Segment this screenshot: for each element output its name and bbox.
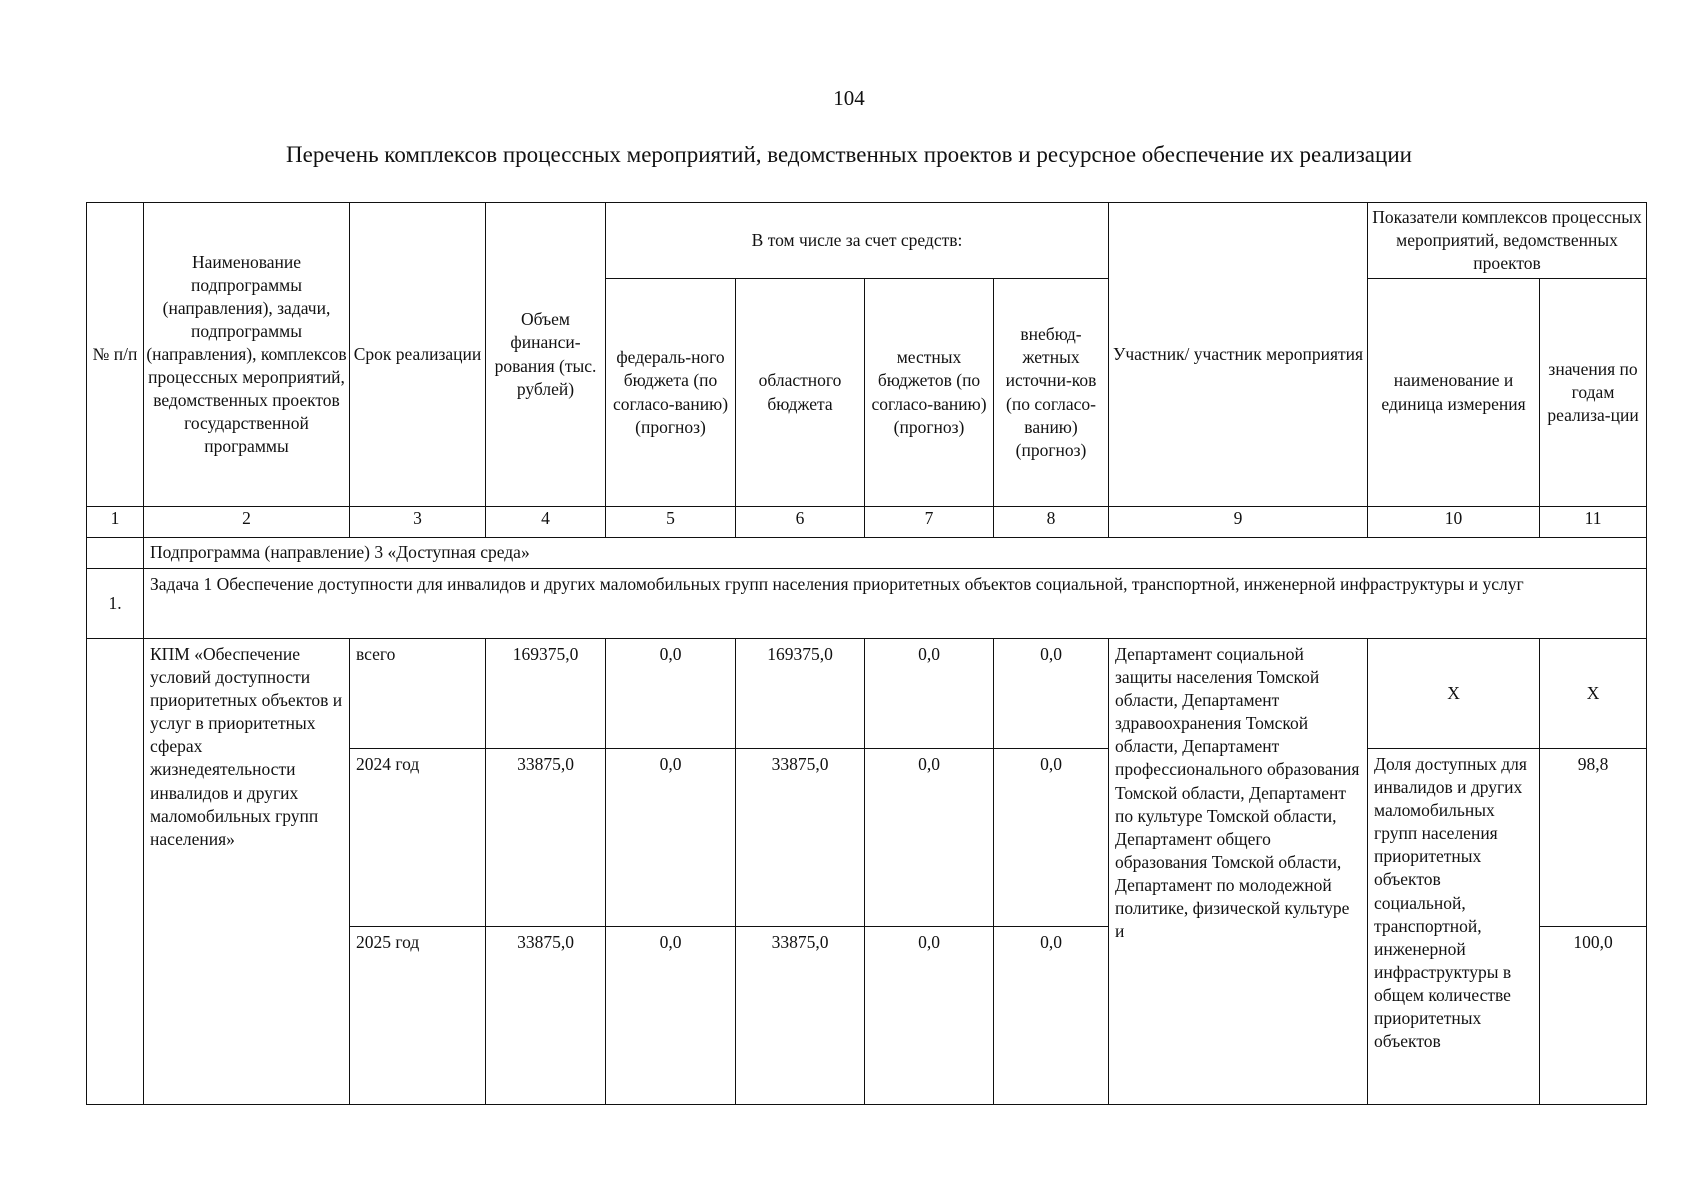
volume-cell: 169375,0 — [486, 639, 606, 749]
column-number: 10 — [1368, 507, 1540, 538]
term-cell: 2025 год — [350, 927, 486, 1105]
local-cell: 0,0 — [865, 927, 994, 1105]
volume-cell: 33875,0 — [486, 927, 606, 1105]
indicator-name-cell: Доля доступных для инвалидов и других маломобильных групп населения приоритетных объектов социальной, транспортной, инженерной инфраструктуры в общем количестве приоритетных объектов — [1368, 749, 1540, 1105]
extra-cell: 0,0 — [994, 749, 1109, 927]
page-title: Перечень комплексов процессных мероприятий, ведомственных проектов и ресурсное обеспечение их реализации — [286, 142, 1412, 167]
column-number: 6 — [736, 507, 865, 538]
column-number: 8 — [994, 507, 1109, 538]
federal-cell: 0,0 — [606, 749, 736, 927]
column-number: 3 — [350, 507, 486, 538]
column-number: 4 — [486, 507, 606, 538]
term-cell: всего — [350, 639, 486, 749]
header-ind-name: наименование и единица измерения — [1368, 279, 1540, 507]
indicator-value-cell: 98,8 — [1540, 749, 1647, 927]
header-local: местных бюджетов (по согласо-ванию) (прогноз) — [865, 279, 994, 507]
participant-cell: Департамент социальной защиты населения Томской области, Департамент здравоохранения Томской области, Департамент профессионального образования Томской области, Департамент по культуре Томской области, Департамент общего образования Томской области, Департамент по молодежной политике, физической культуре и — [1109, 639, 1368, 1105]
indicator-name-cell: Х — [1368, 639, 1540, 749]
column-number: 11 — [1540, 507, 1647, 538]
column-number: 7 — [865, 507, 994, 538]
kpm-name: КПМ «Обеспечение условий доступности приоритетных объектов и услуг в приоритетных сферах жизнедеятельности инвалидов и других маломобильных групп населения» — [144, 639, 350, 1105]
task-number: 1. — [87, 569, 144, 639]
federal-cell: 0,0 — [606, 927, 736, 1105]
header-federal: федераль-ного бюджета (по согласо-ванию) (прогноз) — [606, 279, 736, 507]
local-cell: 0,0 — [865, 639, 994, 749]
page-number: 104 — [833, 86, 865, 110]
table-row — [87, 639, 1647, 749]
local-cell: 0,0 — [865, 749, 994, 927]
header-name: Наименование подпрограммы (направления), задачи, подпрограммы (направления), комплексов процессных мероприятий, ведомственных проектов государственной программы — [144, 203, 350, 507]
header-including: В том числе за счет средств: — [606, 203, 1109, 279]
indicator-value-cell: 100,0 — [1540, 927, 1647, 1105]
header-num: № п/п — [87, 203, 144, 507]
task-text: Задача 1 Обеспечение доступности для инвалидов и других маломобильных групп населения приоритетных объектов социальной, транспортной, инженерной инфраструктуры и услуг — [144, 569, 1647, 639]
regional-cell: 33875,0 — [736, 749, 865, 927]
column-number: 5 — [606, 507, 736, 538]
subprogram-title: Подпрограмма (направление) 3 «Доступная среда» — [144, 538, 1647, 569]
header-ind-values: значения по годам реализа-ции — [1540, 279, 1647, 507]
regional-cell: 169375,0 — [736, 639, 865, 749]
funding-table — [86, 202, 1647, 1105]
federal-cell: 0,0 — [606, 639, 736, 749]
column-number: 9 — [1109, 507, 1368, 538]
header-extra: внебюд-жетных источни-ков (по согласо-ванию) (прогноз) — [994, 279, 1109, 507]
header-regional: областного бюджета — [736, 279, 865, 507]
header-participant: Участник/ участник мероприятия — [1109, 203, 1368, 507]
extra-cell: 0,0 — [994, 639, 1109, 749]
column-numbers-row — [87, 507, 1647, 538]
term-cell: 2024 год — [350, 749, 486, 927]
regional-cell: 33875,0 — [736, 927, 865, 1105]
column-number: 1 — [87, 507, 144, 538]
header-indicators: Показатели комплексов процессных мероприятий, ведомственных проектов — [1368, 203, 1647, 279]
extra-cell: 0,0 — [994, 927, 1109, 1105]
column-number: 2 — [144, 507, 350, 538]
header-volume: Объем финанси-рования (тыс. рублей) — [486, 203, 606, 507]
header-term: Срок реализации — [350, 203, 486, 507]
volume-cell: 33875,0 — [486, 749, 606, 927]
indicator-value-cell: Х — [1540, 639, 1647, 749]
